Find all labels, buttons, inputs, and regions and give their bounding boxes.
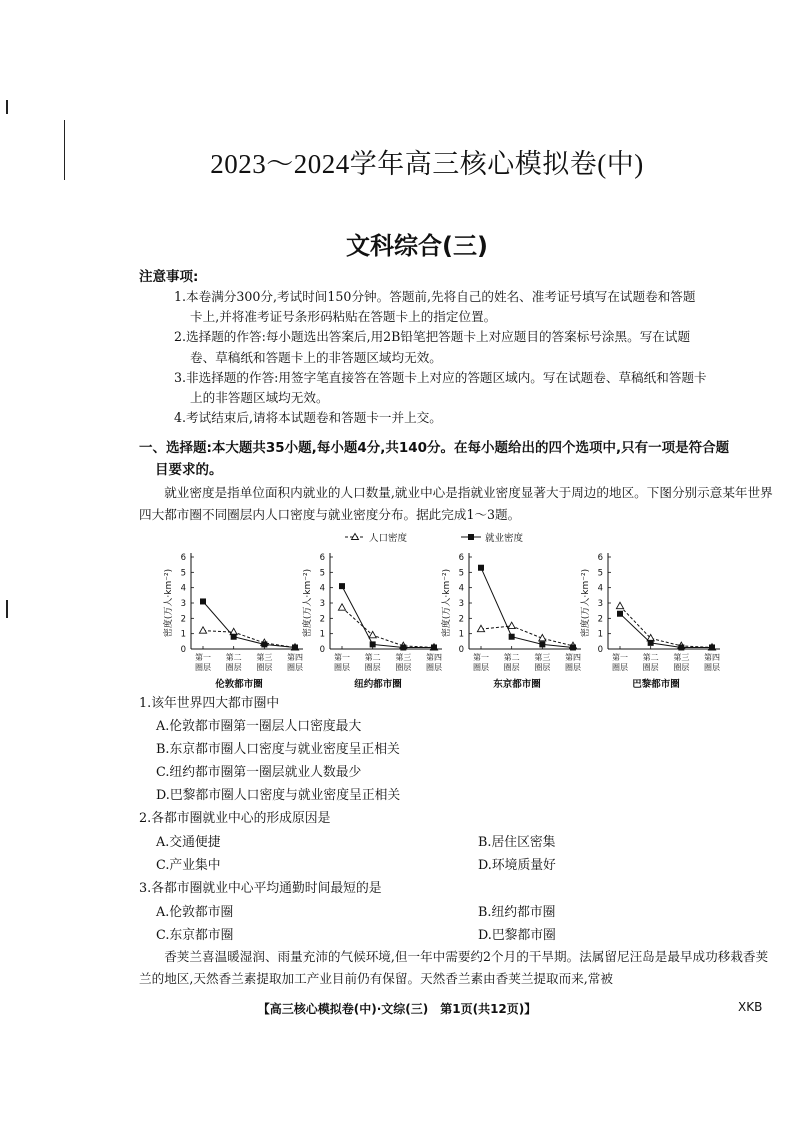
notice-list [174,287,774,428]
y-tick-label: 2 [180,614,186,625]
employment-density-point [339,583,345,589]
q3-option-d: D.巴黎都市圈 [478,928,556,943]
y-tick-label: 4 [319,583,325,594]
employment-density-point [200,598,206,604]
notice-item: 3.非选择题的作答:用签字笔直接答在答题卡上对应的答题区域内。写在试题卷、草稿纸和答题卡 [174,369,707,385]
q2-option-c: C.产业集中 [156,858,221,873]
question-2-stem: 2.各都市圈就业中心的形成原因是 [139,811,331,826]
population-density-point [199,627,206,633]
y-tick-label: 6 [319,553,325,563]
population-density-line [481,626,573,646]
y-tick-label: 5 [319,568,325,579]
employment-density-point [509,634,515,640]
x-tick-label: 第四 [565,653,581,662]
y-tick-label: 0 [319,645,325,655]
x-tick-label: 圈层 [473,663,489,672]
panel-title: 纽约都市圈 [354,679,402,690]
question-3-stem: 3.各都市圈就业中心平均通勤时间最短的是 [139,881,382,896]
footer-code: XKB [738,1000,763,1014]
x-tick-label: 第一 [334,653,350,662]
y-tick-label: 4 [180,583,186,594]
employment-density-point [570,644,576,650]
population-density-line [342,608,434,648]
y-tick-label: 5 [597,568,603,579]
y-tick-label: 5 [458,568,464,579]
x-tick-label: 圈层 [673,663,690,672]
x-tick-label: 第四 [426,653,442,662]
notice-item: 上的非答题区域均无效。 [190,390,329,406]
x-tick-label: 第二 [225,653,242,662]
y-tick-label: 3 [458,599,464,609]
q3-option-c: C.东京都市圈 [156,928,234,943]
x-tick-label: 圈层 [225,663,242,672]
employment-density-point [431,644,437,650]
population-density-point [338,604,345,610]
q2-option-a: A.交通便捷 [156,835,221,850]
y-tick-label: 3 [597,599,603,609]
employment-density-point [678,644,684,650]
notice-item: 卡上,并将准考证号条形码粘贴在答题卡上的指定位置。 [190,309,497,325]
chart-legend [345,534,481,541]
x-tick-label: 第四 [704,653,720,662]
density-charts [139,529,779,694]
employment-density-line [481,568,573,648]
margin-mark [6,600,8,618]
employment-density-line [342,586,434,647]
x-tick-label: 第三 [673,653,690,662]
y-tick-label: 4 [458,583,464,594]
y-axis-label: 密度(万人·km⁻²) [581,568,591,638]
y-tick-label: 3 [180,599,186,609]
notice-item: 卷、草稿纸和答题卡上的非答题区域均无效。 [190,349,442,365]
x-tick-label: 圈层 [704,663,720,672]
q3-option-a: A.伦敦都市圈 [156,905,234,920]
passage-2: 香荚兰喜温暖湿润、雨量充沛的气候环境,但一年中需要约2个月的干旱期。法属留尼汪岛是最早成功移栽香荚兰的地区,天然香兰素提取加工产业目前仍有保留。天然香兰素由香荚兰提取而来,常被 [139,949,769,986]
legend-marker-employment [468,534,474,540]
y-axis-label: 密度(万人·km⁻²) [164,568,174,638]
q1-option-d: D.巴黎都市圈人口密度与就业密度呈正相关 [156,788,401,803]
x-tick-label: 圈层 [426,663,442,672]
panel-title: 巴黎都市圈 [632,679,680,690]
panel-title: 东京都市圈 [493,679,541,690]
y-tick-label: 2 [597,614,603,625]
x-tick-label: 第三 [256,653,273,662]
x-tick-label: 第二 [364,653,381,662]
exam-subtitle: 文科综合(三) [346,232,488,260]
employment-density-point [478,565,484,571]
y-tick-label: 1 [180,629,186,640]
employment-density-line [203,602,295,648]
notice-item: 2.选择题的作答:每小题选出答案后,用2B铅笔把答题卡上对应题目的答案标号涂黑。写在试题 [174,329,691,345]
x-tick-label: 圈层 [256,663,273,672]
x-tick-label: 第三 [395,653,412,662]
y-tick-label: 0 [597,645,603,655]
y-tick-label: 4 [597,583,603,594]
employment-density-point [539,641,545,647]
y-axis-label: 密度(万人·km⁻²) [303,568,313,638]
y-tick-label: 2 [458,614,464,625]
employment-density-point [617,611,623,617]
employment-density-point [370,641,376,647]
x-tick-label: 圈层 [195,663,211,672]
x-tick-label: 圈层 [334,663,350,672]
x-tick-label: 第一 [473,653,489,662]
section-heading-line: 目要求的。 [155,462,223,478]
notice-item: 1.本卷满分300分,考试时间150分钟。答题前,先将自己的姓名、准考证号填写在试题卷和答题 [174,289,696,304]
population-density-point [616,602,623,608]
y-tick-label: 2 [319,614,325,625]
section-heading [139,437,779,481]
y-tick-label: 6 [597,553,603,563]
population-density-point [508,622,515,628]
employment-density-point [400,644,406,650]
q1-option-b: B.东京都市圈人口密度与就业密度呈正相关 [156,742,400,757]
y-tick-label: 1 [319,629,325,640]
x-tick-label: 圈层 [612,663,628,672]
x-tick-label: 第四 [287,653,303,662]
population-density-line [203,631,295,648]
y-tick-label: 1 [458,629,464,640]
x-tick-label: 圈层 [395,663,412,672]
notice-item: 4.考试结束后,请将本试题卷和答题卡一并上交。 [174,410,442,426]
margin-mark [6,100,8,114]
y-tick-label: 0 [458,645,464,655]
y-axis-label: 密度(万人·km⁻²) [442,568,452,638]
x-tick-label: 圈层 [364,663,381,672]
x-tick-label: 第二 [642,653,659,662]
x-tick-label: 圈层 [503,663,520,672]
x-tick-label: 圈层 [287,663,303,672]
q2-option-d: D.环境质量好 [478,858,556,873]
exam-title: 2023～2024学年高三核心模拟卷(中) [210,149,644,179]
q3-option-b: B.纽约都市圈 [478,905,556,920]
question-1-stem: 1.该年世界四大都市圈中 [139,696,280,711]
x-tick-label: 第三 [534,653,551,662]
section-heading-line: 一、选择题:本大题共35小题,每小题4分,共140分。在每小题给出的四个选项中,只有一项是符合题 [139,440,730,456]
y-tick-label: 6 [458,553,464,563]
x-tick-label: 第二 [503,653,520,662]
y-tick-label: 6 [180,553,186,563]
y-tick-label: 0 [180,645,186,655]
panel-title: 伦敦都市圈 [215,679,263,690]
x-tick-label: 圈层 [642,663,659,672]
notice-heading: 注意事项: [139,269,199,285]
employment-density-point [648,640,654,646]
y-tick-label: 3 [319,599,325,609]
y-tick-label: 1 [597,629,603,640]
employment-density-point [292,644,298,650]
intro-paragraph: 就业密度是指单位面积内就业的人口数量,就业中心是指就业密度显著大于周边的地区。下图分别示意某年世界四大都市圈不同圈层内人口密度与就业密度分布。据此完成1～3题。 [139,485,773,522]
x-tick-label: 圈层 [534,663,551,672]
x-tick-label: 第一 [195,653,211,662]
legend-label-population: 人口密度 [369,533,408,544]
employment-density-point [231,634,237,640]
x-tick-label: 第一 [612,653,628,662]
q1-option-c: C.纽约都市圈第一圈层就业人数最少 [156,765,362,780]
page-footer: 【高三核心模拟卷(中)·文综(三) 第1页(共12页)】 [257,1002,537,1016]
x-tick-label: 圈层 [565,663,581,672]
legend-label-employment: 就业密度 [485,533,524,544]
q2-option-b: B.居住区密集 [478,835,556,850]
y-tick-label: 5 [180,568,186,579]
employment-density-point [261,641,267,647]
q1-option-a: A.伦敦都市圈第一圈层人口密度最大 [156,719,362,734]
employment-density-point [709,644,715,650]
